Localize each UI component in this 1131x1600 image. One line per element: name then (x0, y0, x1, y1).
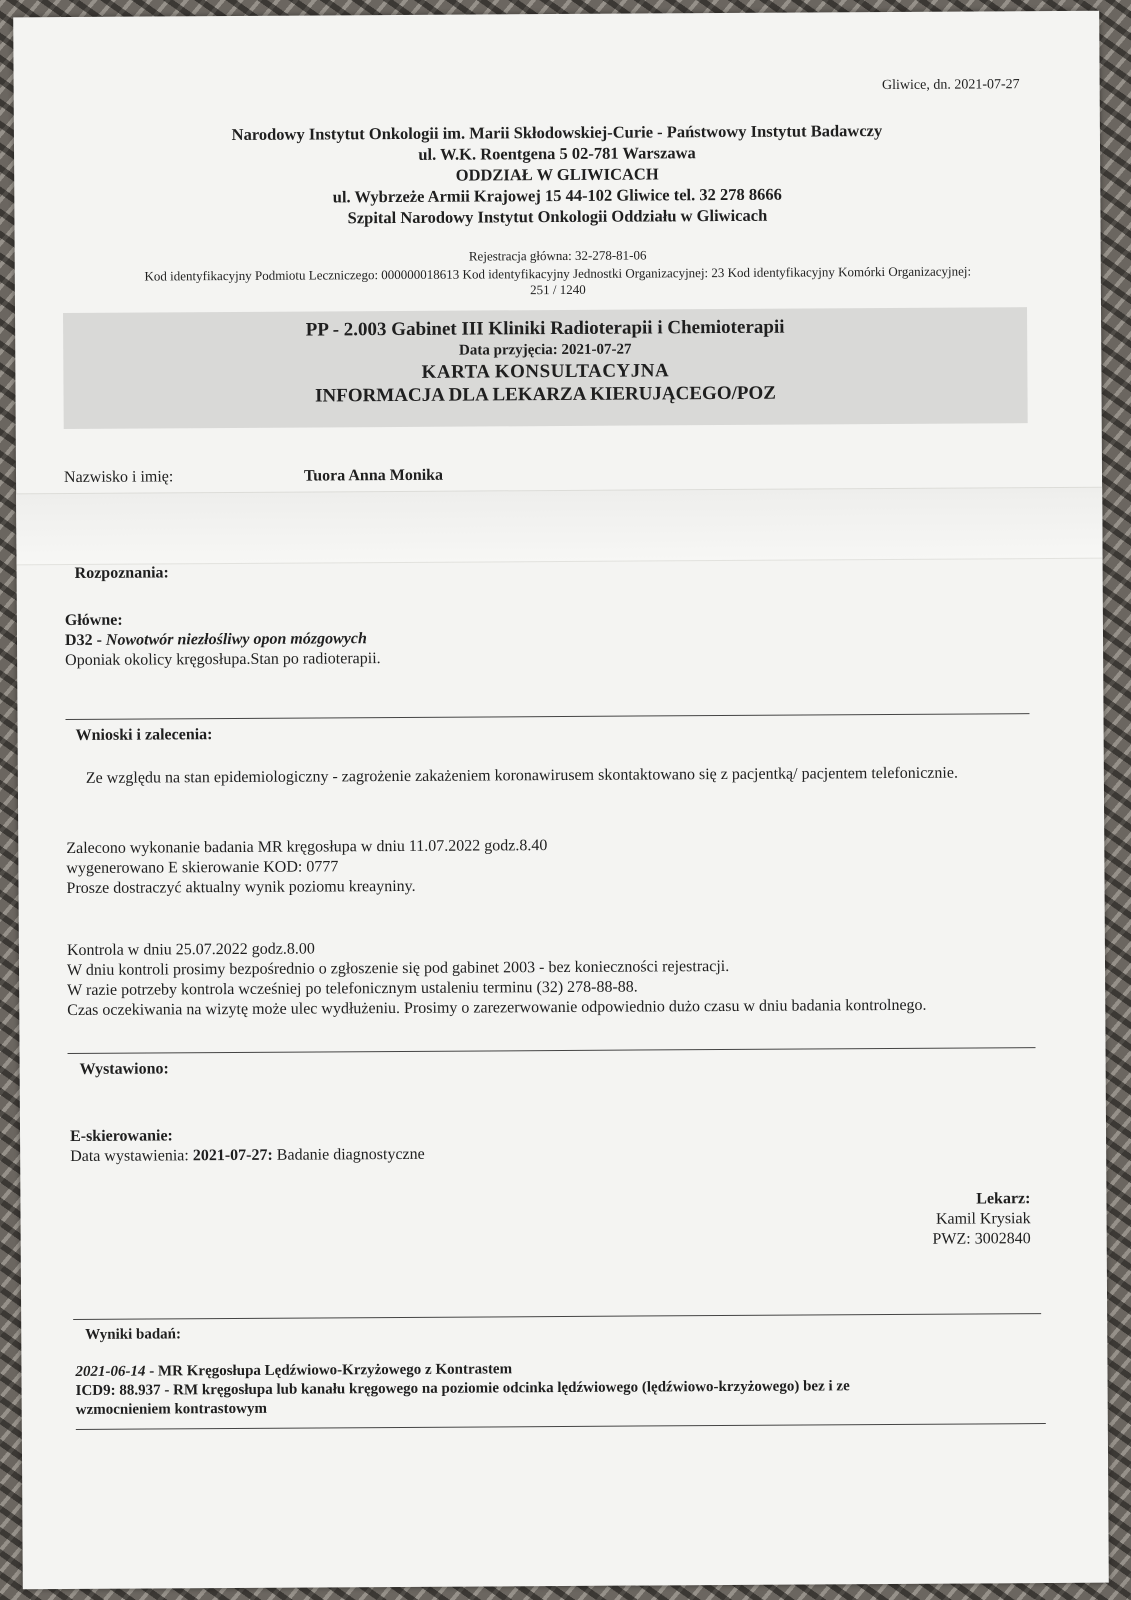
divider (68, 1047, 1036, 1054)
conclusions-paragraph-1: Ze względu na stan epidemiologiczny - zagrożenie zakażeniem koronawirusem skontaktowano się z pacjentką/ pacjentem telefonicznie. (85, 764, 958, 787)
diagnosis-title: Rozpoznania: (74, 564, 169, 582)
doctor-pwz: PWZ: 3002840 (932, 1230, 1031, 1248)
results-title: Wyniki badań: (85, 1326, 182, 1343)
control-instructions: W dniu kontroli prosimy bezpośrednio o zgłoszenie się pod gabinet 2003 - bez konieczności rejestracji. (66, 957, 730, 980)
result-icd-continued: wzmocnieniem kontrastowym (75, 1400, 267, 1418)
institution-address: ul. W.K. Roentgena 5 02-781 Warszawa (418, 143, 696, 164)
card-title: KARTA KONSULTACYJNA (421, 360, 670, 383)
waiting-time-note: Czas oczekiwania na wizytę może ulec wydłużeniu. Prosimy o zarezerwowanie odpowiednio dużo czasu w dniu badania kontrolnego. (67, 996, 927, 1020)
doctor-label: Lekarz: (976, 1190, 1031, 1208)
document-sheet (13, 11, 1109, 1590)
divider (73, 1313, 1041, 1320)
mri-recommendation: Zalecono wykonanie badania MR kręgosłupa w dniu 11.07.2022 godz.8.40 (66, 837, 548, 858)
registration-phone: Rejestracja główna: 32-278-81-06 (468, 247, 647, 264)
admission-date: Data przyjęcia: 2021-07-27 (458, 341, 632, 359)
clinic-title: PP - 2.003 Gabinet III Kliniki Radioterapii i Chemioterapii (305, 316, 785, 341)
issue-date-label: Data wystawienia: (70, 1147, 193, 1166)
patient-name-label: Nazwisko i imię: (63, 468, 174, 487)
control-date: Kontrola w dniu 25.07.2022 godz.8.00 (66, 940, 315, 960)
info-title: INFORMACJA DLA LEKARZA KIERUJĄCEGO/POZ (315, 382, 776, 407)
branch-name: ODDZIAŁ W GLIWICACH (455, 164, 659, 185)
institution-header (14, 119, 1101, 231)
title-banner (63, 307, 1028, 429)
issued-title: Wystawiono: (79, 1060, 169, 1078)
doctor-block (932, 1189, 1031, 1250)
ereferral-code: wygenerowano E skierowanie KOD: 0777 (66, 858, 339, 878)
creatinine-request: Prosze dostraczyć aktualny wynik poziomu kreayniny. (66, 877, 416, 898)
control-phone: W razie potrzeby kontrola wcześniej po telefonicznym ustaleniu terminu (32) 278-88-88. (67, 978, 638, 1000)
codes-line-1: Kod identyfikacyjny Podmiotu Leczniczego: 000000018613 Kod identyfikacyjny Jednostki Organizacyjnej: 23 Kod identyfikacyjny Komórki Organizacyjnej: (144, 263, 972, 284)
doctor-name: Kamil Krysiak (935, 1210, 1031, 1228)
diagnosis-note: Oponiak okolicy kręgosłupa.Stan po radioterapii. (65, 650, 381, 670)
conclusions-paragraph-2 (66, 836, 547, 899)
result-exam: - MR Kręgosłupa Lędźwiowo-Krzyżowego z Kontrastem (145, 1361, 513, 1380)
codes-line-2: 251 / 1240 (530, 281, 586, 298)
diagnosis-main-label: Główne: (64, 611, 123, 630)
diagnosis-block (65, 609, 381, 671)
result-date: 2021-06-14 (75, 1363, 146, 1380)
results-block (75, 1357, 1027, 1420)
result-icd: ICD9: 88.937 - RM kręgosłupa lub kanału kręgowego na poziomie odcinka lędźwiowego (lędźwiowo-krzyżowego) bez i ze (75, 1378, 850, 1399)
diagnosis-code: D32 - (64, 631, 106, 650)
diagnosis-code-desc: Nowotwór niezłośliwy opon mózgowych (105, 630, 367, 649)
paper-fold (16, 487, 1102, 566)
document-date: Gliwice, dn. 2021-07-27 (881, 77, 1020, 94)
identification-codes (55, 263, 1061, 301)
hospital-name: Szpital Narodowy Instytut Onkologii Oddziału w Gliwicach (347, 205, 768, 228)
conclusions-title: Wnioski i zalecenia: (75, 726, 213, 744)
issue-date-line (70, 1145, 425, 1167)
branch-address: ul. Wybrzeże Armii Krajowej 15 44-102 Gliwice tel. 32 278 8666 (332, 184, 782, 207)
patient-name: Tuora Anna Monika (303, 466, 444, 485)
institution-name: Narodowy Instytut Onkologii im. Marii Skłodowskiej-Curie - Państwowy Instytut Badawczy (231, 121, 883, 144)
divider (76, 1423, 1046, 1430)
conclusions-paragraph-3 (67, 935, 1031, 1021)
ereferral-label: E-skierowanie: (69, 1127, 173, 1146)
issue-date-value: 2021-07-27: (192, 1146, 273, 1165)
diagnosis-code-line (65, 629, 381, 651)
issue-date-desc: Badanie diagnostyczne (272, 1145, 425, 1164)
divider (65, 713, 1029, 720)
issued-block (70, 1125, 425, 1167)
